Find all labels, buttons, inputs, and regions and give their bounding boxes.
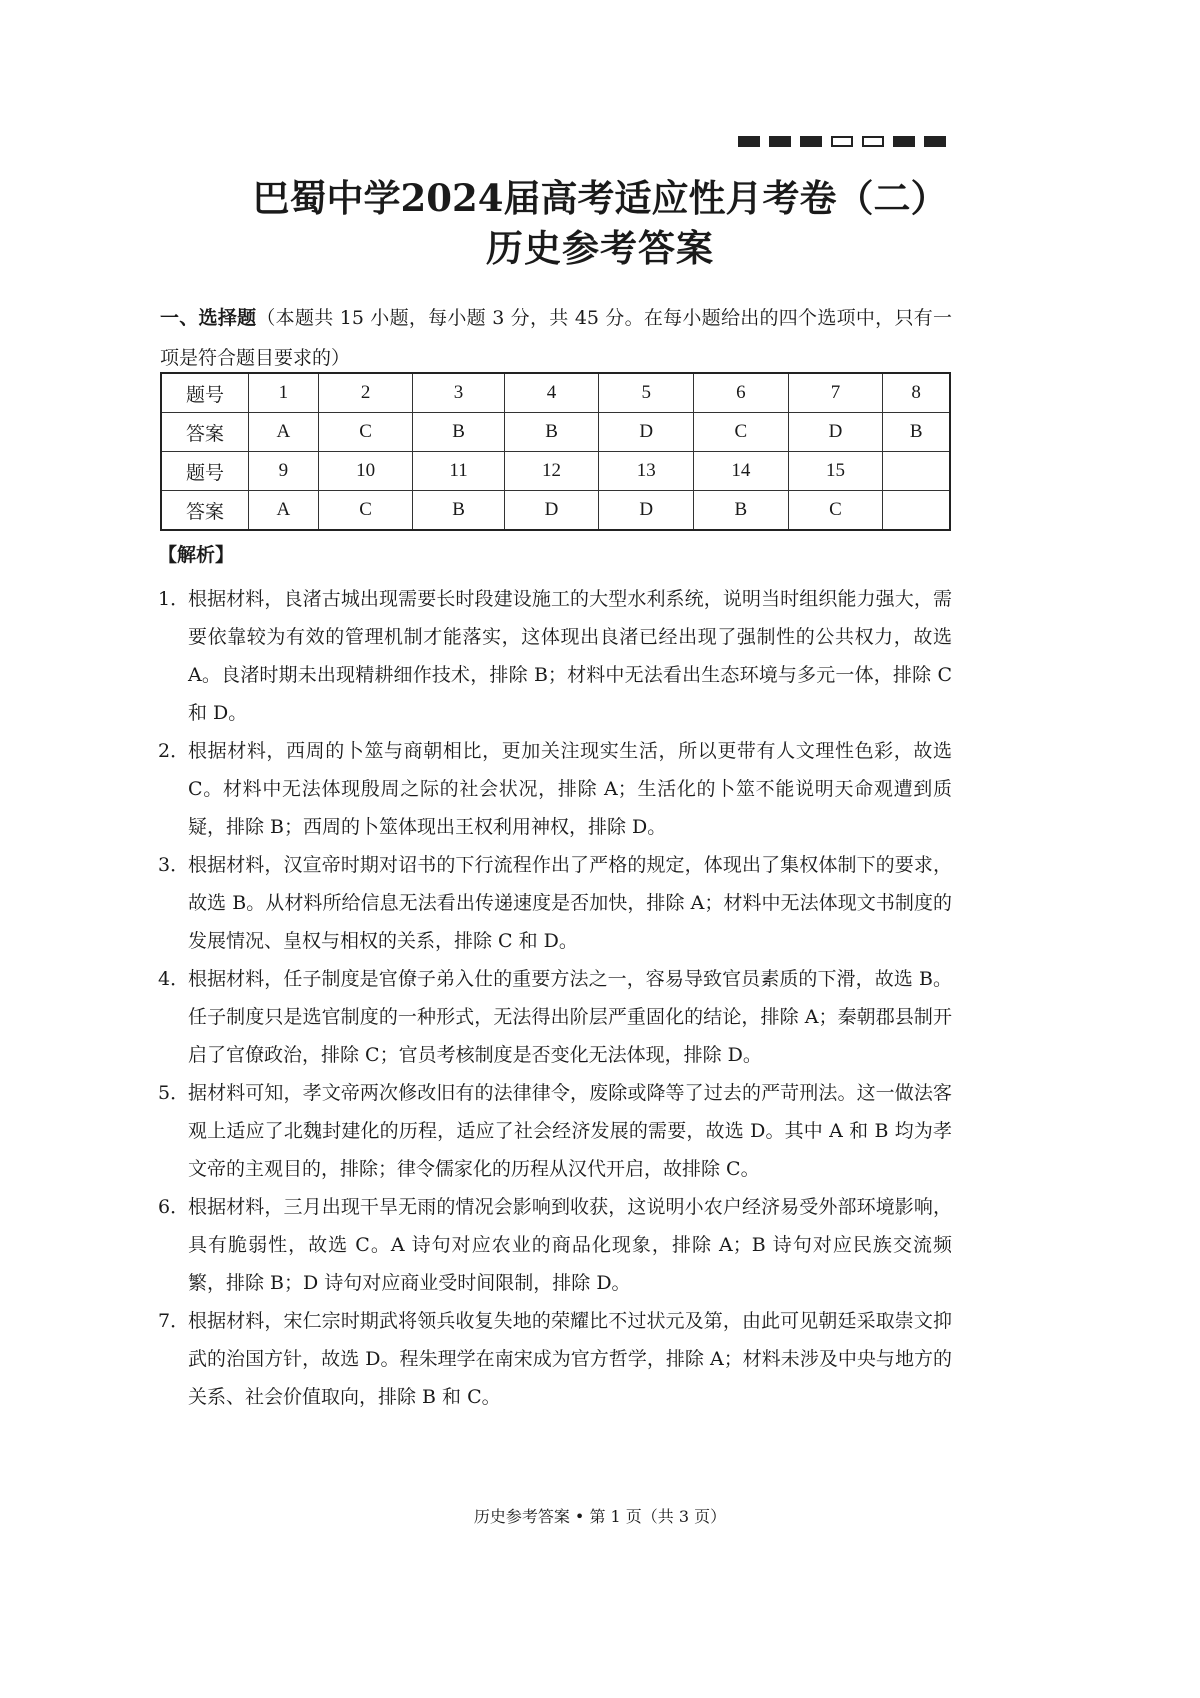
analysis-item-1	[158, 580, 952, 732]
page-subtitle: 历史参考答案	[486, 226, 714, 270]
item-number: 1．	[158, 588, 190, 610]
answer-cell: C	[788, 491, 883, 531]
marker-box	[893, 136, 915, 147]
answer-cell: D	[599, 413, 694, 452]
question-number: 4	[504, 373, 599, 413]
answer-cell: B	[413, 413, 504, 452]
page-footer: 历史参考答案 • 第 1 页（共 3 页）	[473, 1507, 727, 1526]
answer-cell: A	[249, 413, 319, 452]
empty-cell	[883, 452, 950, 491]
answer-table	[160, 372, 951, 531]
question-number: 14	[694, 452, 789, 491]
row-header: 题号	[161, 373, 249, 413]
marker-box	[769, 136, 791, 147]
question-number: 9	[249, 452, 319, 491]
question-number: 3	[413, 373, 504, 413]
question-number: 12	[504, 452, 599, 491]
analysis-item-6	[158, 1188, 952, 1302]
question-number: 1	[249, 373, 319, 413]
analysis-item-7	[158, 1302, 952, 1416]
analysis-item-2	[158, 732, 952, 846]
item-text: 根据材料，三月出现干旱无雨的情况会影响到收获，这说明小农户经济易受外部环境影响，具有脆弱性，故选 C。A 诗句对应农业的商品化现象，排除 A；B 诗句对应民族交流频繁，排除 B；D 诗句对应商业受时间限制，排除 D。	[188, 1196, 952, 1294]
question-number: 8	[883, 373, 950, 413]
section-instructions	[160, 298, 952, 378]
row-header: 题号	[161, 452, 249, 491]
item-text: 据材料可知，孝文帝两次修改旧有的法律律令，废除或降等了过去的严苛刑法。这一做法客观上适应了北魏封建化的历程，适应了社会经济发展的需要，故选 D。其中 A 和 B 均为孝文帝的主观目的，排除；律令儒家化的历程从汉代开启，故排除 C。	[188, 1082, 952, 1180]
answer-cell: B	[694, 491, 789, 531]
answer-cell: B	[413, 491, 504, 531]
answer-cell: D	[788, 413, 883, 452]
marker-box	[800, 136, 822, 147]
answer-cell: C	[318, 491, 413, 531]
question-number: 6	[694, 373, 789, 413]
empty-cell	[883, 491, 950, 531]
page-title: 巴蜀中学2024届高考适应性月考卷（二）	[252, 176, 948, 220]
item-text: 根据材料，宋仁宗时期武将领兵收复失地的荣耀比不过状元及第，由此可见朝廷采取崇文抑武的治国方针，故选 D。程朱理学在南宋成为官方哲学，排除 A；材料未涉及中央与地方的关系、社会价值取向，排除 B 和 C。	[188, 1310, 952, 1408]
item-text: 根据材料，良渚古城出现需要长时段建设施工的大型水利系统，说明当时组织能力强大，需要依靠较为有效的管理机制才能落实，这体现出良渚已经出现了强制性的公共权力，故选 A。良渚时期未出现精耕细作技术，排除 B；材料中无法看出生态环境与多元一体，排除 C 和 D。	[188, 588, 952, 724]
question-number: 7	[788, 373, 883, 413]
item-number: 3．	[158, 854, 190, 876]
item-text: 根据材料，汉宣帝时期对诏书的下行流程作出了严格的规定，体现出了集权体制下的要求，故选 B。从材料所给信息无法看出传递速度是否加快，排除 A；材料中无法体现文书制度的发展情况、皇权与相权的关系，排除 C 和 D。	[188, 854, 952, 952]
question-number: 10	[318, 452, 413, 491]
analysis-item-5	[158, 1074, 952, 1188]
question-number: 15	[788, 452, 883, 491]
answer-cell: C	[318, 413, 413, 452]
section-instruction-text: （本题共 15 小题，每小题 3 分，共 45 分。在每小题给出的四个选项中，只有一项是符合题目要求的）	[160, 307, 952, 369]
analysis-item-4	[158, 960, 952, 1074]
row-header: 答案	[161, 413, 249, 452]
item-text: 根据材料，任子制度是官僚子弟入仕的重要方法之一，容易导致官员素质的下滑，故选 B。任子制度只是选官制度的一种形式，无法得出阶层严重固化的结论，排除 A；秦朝郡县制开启了官僚政治，排除 C；官员考核制度是否变化无法体现，排除 D。	[188, 968, 952, 1066]
analysis-list	[158, 580, 952, 1416]
item-number: 2．	[158, 740, 190, 762]
item-number: 4．	[158, 968, 190, 990]
row-header: 答案	[161, 491, 249, 531]
answer-cell: C	[694, 413, 789, 452]
answer-cell: D	[599, 491, 694, 531]
analysis-heading: 【解析】	[158, 544, 235, 566]
answer-cell: B	[883, 413, 950, 452]
question-number: 5	[599, 373, 694, 413]
item-text: 根据材料，西周的卜筮与商朝相比，更加关注现实生活，所以更带有人文理性色彩，故选 C。材料中无法体现殷周之际的社会状况，排除 A；生活化的卜筮不能说明天命观遭到质疑，排除 B；西周的卜筮体现出王权利用神权，排除 D。	[188, 740, 952, 838]
table-row-answers-2	[161, 491, 950, 531]
question-number: 13	[599, 452, 694, 491]
table-row-numbers-2	[161, 452, 950, 491]
answer-cell: A	[249, 491, 319, 531]
marker-box	[738, 136, 760, 147]
marker-box	[831, 136, 853, 147]
table-row-answers-1	[161, 413, 950, 452]
marker-box	[924, 136, 946, 147]
answer-cell: D	[504, 491, 599, 531]
item-number: 5．	[158, 1082, 190, 1104]
table-row-numbers-1	[161, 373, 950, 413]
analysis-item-3	[158, 846, 952, 960]
section-label: 一、选择题	[160, 307, 257, 329]
answer-cell: B	[504, 413, 599, 452]
item-number: 7．	[158, 1310, 190, 1332]
marker-box	[862, 136, 884, 147]
item-number: 6．	[158, 1196, 190, 1218]
registration-markers	[738, 136, 946, 147]
question-number: 11	[413, 452, 504, 491]
question-number: 2	[318, 373, 413, 413]
